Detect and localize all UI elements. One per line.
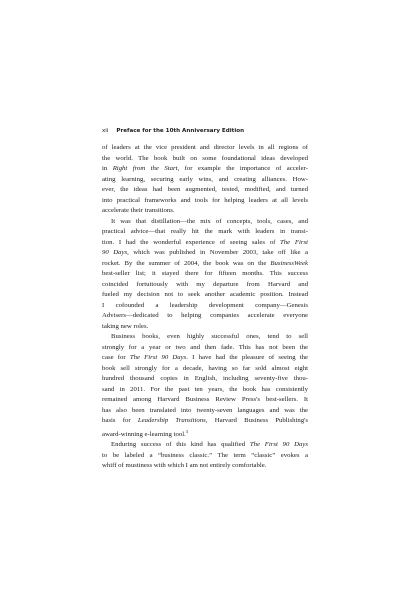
text-run: into practical frameworks and tools for helping leaders at all levels [102, 196, 308, 204]
running-head [102, 128, 244, 134]
text-line [102, 238, 308, 249]
text-line [102, 332, 308, 343]
text-line [102, 175, 308, 186]
text-line [102, 227, 308, 238]
text-line [102, 311, 308, 322]
text-run: It was that distillation—the mix of concepts, tools, cases, and [111, 217, 308, 225]
paragraph [102, 143, 308, 217]
text-line [102, 248, 308, 259]
paragraph [102, 332, 308, 440]
text-run: Advisers—dedicated to helping companies accelerate everyone [102, 312, 308, 319]
text-run: I cofounded a leadership development company—Genesis [102, 301, 308, 309]
text-run: the world. The book built on some foundational ideas developed [102, 154, 308, 162]
text-line [102, 259, 308, 270]
text-run: of leaders at the vice president and director levels in all regions of [102, 144, 308, 151]
italic-text: BusinessWeek [270, 259, 308, 267]
text-run: in [102, 165, 113, 172]
running-head-title: Preface for the 10th Anniversary Edition [116, 128, 245, 134]
text-line [102, 185, 308, 196]
text-run: book sell strongly for a decade, having so far sold almost eight [102, 364, 308, 372]
paragraph [102, 440, 308, 472]
italic-text: The First [280, 238, 308, 246]
text-run: , which was published in November 2003, take off like a [127, 249, 309, 256]
text-line [102, 461, 308, 472]
text-run: has also been translated into twenty-seven languages and was the [102, 406, 308, 414]
text-run: to be labeled a “business classic.” The term “classic” evokes a [102, 451, 308, 459]
text-line [102, 395, 308, 406]
text-line [102, 164, 308, 175]
page-number: xii [102, 128, 109, 134]
italic-text: The First 90 Days [249, 441, 308, 448]
footnote-ref: 3 [185, 428, 189, 434]
text-run: whiff of mustiness with which I am not entirely comfortable. [102, 462, 267, 469]
text-line [102, 353, 308, 364]
text-line [102, 301, 308, 312]
text-run: tion. I had the wonderful experience of seeing sales of [102, 238, 281, 246]
text-line [102, 385, 308, 396]
text-run: basis for [102, 417, 138, 424]
italic-text: The First 90 Days [129, 354, 187, 361]
text-line [102, 427, 308, 441]
text-run: rocket. By the summer of 2004, the book was on the [102, 259, 271, 267]
text-run: , Harvard Business Publishing's [205, 417, 309, 424]
text-line [102, 196, 308, 207]
text-run: coincided fortuitously with my departure from Harvard and [102, 280, 308, 288]
text-run: , for example the importance of acceler- [177, 165, 308, 172]
text-line [102, 154, 308, 165]
text-run: case for [102, 354, 130, 361]
paragraph [102, 217, 308, 333]
text-run: hundred thousand copies in English, including seventy-five thou- [102, 375, 308, 382]
text-run: ever, the ideas had been augmented, tested, modified, and turned [102, 186, 308, 193]
text-line [102, 406, 308, 417]
text-run: ating learning, securing early wins, and creating alliances. How- [102, 175, 308, 183]
text-line [102, 269, 308, 280]
text-run: award-winning e-learning tool. [102, 430, 186, 438]
italic-text: Leadership Transitions [137, 417, 206, 424]
text-run: accelerate their transitions. [102, 207, 175, 214]
text-run: practical advice—that really hit the mark with leaders in transi- [102, 228, 308, 235]
italic-text: 90 Days [102, 249, 128, 256]
text-line [102, 416, 308, 427]
text-line [102, 374, 308, 385]
text-line [102, 217, 308, 228]
text-run: Enduring success of this kind has qualified [111, 441, 250, 448]
text-line [102, 280, 308, 291]
text-line [102, 440, 308, 451]
text-line [102, 322, 308, 333]
italic-text: Right from the Start [112, 165, 178, 172]
text-run: taking new roles. [102, 322, 149, 330]
text-run: . I have had the pleasure of seeing the [186, 354, 308, 361]
text-line [102, 451, 308, 462]
text-line [102, 343, 308, 354]
body-text [102, 143, 308, 472]
text-run: Business books, even highly successful ones, tend to sell [111, 333, 308, 340]
text-line [102, 206, 308, 217]
text-line [102, 290, 308, 301]
text-run: sand in 2011. For the past ten years, the book has consistently [102, 385, 308, 393]
text-run: best-seller list; it stayed there for fifteen months. This success [102, 270, 308, 277]
text-line [102, 364, 308, 375]
text-run: fueled my decision not to seek another academic position. Instead [102, 291, 308, 298]
text-run: strongly for a year or two and then fade. This has not been the [102, 343, 308, 351]
text-line [102, 143, 308, 154]
text-run: remained among Harvard Business Review Press's best-sellers. It [102, 396, 308, 403]
